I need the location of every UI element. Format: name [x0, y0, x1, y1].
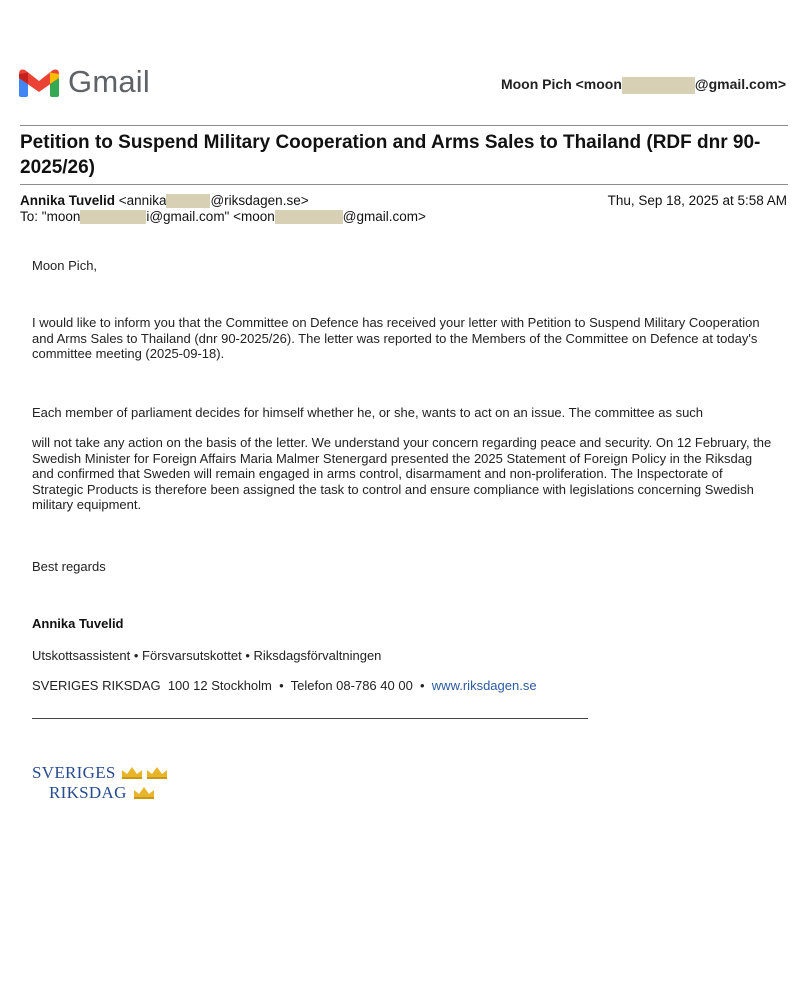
logo-text-riksdag: RIKSDAG: [49, 783, 127, 802]
recipient-a-suffix: i@gmail.com": [146, 209, 230, 224]
logo-text-sveriges: SVERIGES: [32, 763, 116, 782]
redaction-box: [622, 77, 695, 94]
sender-address-prefix: <annika: [118, 193, 167, 208]
recipient-a-prefix: "moon: [41, 209, 81, 224]
signature-address-line: [32, 678, 537, 693]
closing: Best regards: [32, 559, 106, 574]
gmail-wordmark: Gmail: [68, 64, 150, 99]
redaction-box: [166, 194, 210, 208]
signature-divider: [32, 718, 588, 719]
email-subject: Petition to Suspend Military Cooperation and Arms Sales to Thailand (RDF dnr 90-2025/26): [20, 132, 761, 178]
recipient-line: [20, 209, 426, 224]
account-name: Moon Pich <moon: [500, 76, 622, 92]
crown-icon: [145, 765, 169, 781]
to-label: To:: [20, 209, 39, 224]
recipient-b-prefix: <moon: [233, 209, 275, 224]
signature-title-line: Utskottsassistent • Försvarsutskottet • Riksdagsförvaltningen: [32, 648, 382, 663]
account-identity: [501, 76, 786, 94]
crown-icon: [120, 765, 144, 781]
subject-divider: [20, 184, 788, 185]
gmail-logo[interactable]: [18, 64, 150, 100]
header-divider: [20, 125, 788, 126]
email-date: Thu, Sep 18, 2025 at 5:58 AM: [607, 193, 787, 208]
riksdagen-website-link[interactable]: www.riksdagen.se: [431, 678, 537, 693]
account-domain: @gmail.com>: [694, 76, 786, 92]
signature-address: SVERIGES RIKSDAG 100 12 Stockholm • Telefon 08-786 40 00 •: [32, 678, 432, 693]
sender-address-domain: @riksdagen.se>: [210, 193, 309, 208]
recipient-b-suffix: @gmail.com>: [342, 209, 426, 224]
redaction-box: [80, 210, 146, 224]
gmail-m-icon: [18, 66, 60, 98]
body-paragraph-2: will not take any action on the basis of the letter. We understand your concern regarding peace and security. On 12 February, the Swedish Minister for Foreign Affairs Maria Malmer Stenergard presented the 2025 Statement of Foreign Policy in the Riksdag and confirmed that Sweden will remain engaged in arms control, disarmament and non-proliferation. The Inspectorate of Strategic Products is therefore been assigned the task to control and ensure compliance with legislations concerning Swedish military equipment.: [32, 435, 772, 512]
greeting: Moon Pich,: [32, 258, 98, 273]
crown-icon: [132, 785, 156, 801]
redaction-box: [275, 210, 343, 224]
sveriges-riksdag-logo: [32, 763, 169, 803]
body-paragraph-2-first-line: Each member of parliament decides for himself whether he, or she, wants to act on an issue. The committee as such: [32, 405, 704, 420]
sender-name: Annika Tuvelid: [20, 193, 116, 208]
signature-name: Annika Tuvelid: [32, 616, 124, 631]
sender-line: [20, 193, 309, 208]
body-paragraph-1: I would like to inform you that the Committee on Defence has received your letter with Petition to Suspend Military Cooperation and Arms Sales to Thailand (dnr 90-2025/26). The letter was reported to the Members of the Committee on Defence at today's committee meeting (2025-09-18).: [32, 315, 760, 361]
